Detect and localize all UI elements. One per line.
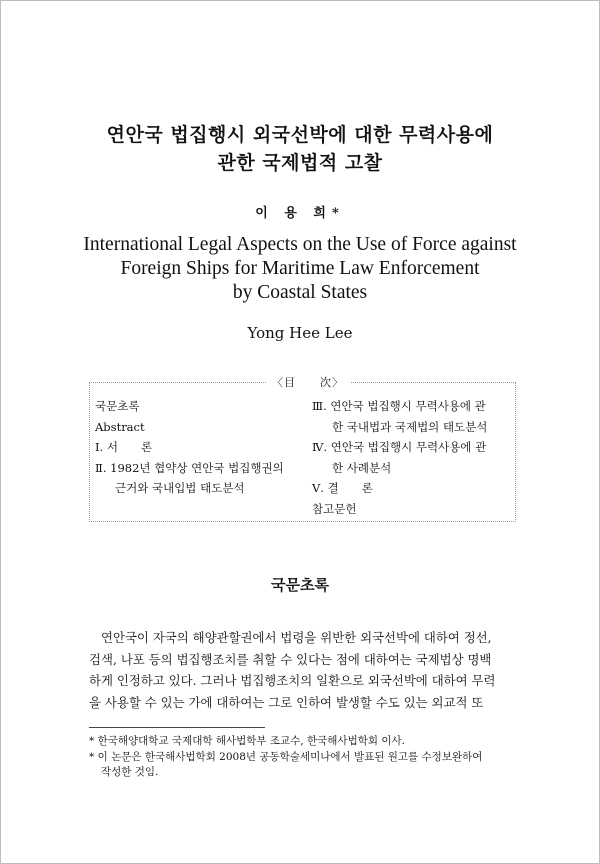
body-line: 연안국이 자국의 해양관할권에서 법령을 위반한 외국선박에 대하여 정선,	[101, 630, 492, 645]
body-line: 검색, 나포 등의 법집행조치를 취할 수 있다는 점에 대하여는 국제법상 명백	[89, 651, 492, 667]
english-title-line-3: by Coastal States	[232, 282, 368, 303]
toc-item: Abstract	[95, 419, 145, 434]
footnote-continuation: 작성한 것임.	[101, 766, 159, 778]
toc-item: 근거와 국내입법 태도분석	[115, 481, 245, 495]
toc-item: 참고문헌	[312, 501, 357, 516]
toc-item: 한 국내법과 국제법의 태도분석	[332, 419, 488, 434]
english-author: Yong Hee Lee	[247, 324, 353, 342]
toc-item: Ⅴ. 결 론	[312, 481, 373, 495]
korean-title-line-1: 연안국 법집행시 외국선박에 대한 무력사용에	[106, 124, 494, 146]
toc-left-column	[95, 396, 310, 499]
toc-right-column	[312, 396, 517, 519]
toc-heading: 〈目 次〉	[266, 374, 350, 390]
korean-author: 이 용 희*	[255, 206, 345, 221]
footnote: * 이 논문은 한국해사법학회 2008년 공동학술세미나에서 발표된 원고를 수정보완하여	[89, 750, 483, 763]
toc-item: Ⅳ. 연안국 법집행시 무력사용에 관	[312, 440, 487, 454]
english-title-line-2: Foreign Ships for Maritime Law Enforcement	[120, 258, 480, 279]
footnotes	[89, 734, 519, 781]
toc-item: Ⅱ. 1982년 협약상 연안국 법집행권의	[95, 460, 284, 475]
body-line: 을 사용할 수 있는 가에 대하여는 그로 인하여 발생할 수도 있는 외교적 또	[89, 694, 484, 710]
abstract-heading: 국문초록	[271, 576, 329, 594]
toc-item: Ⅰ. 서 론	[95, 440, 153, 454]
english-title-line-1: International Legal Aspects on the Use of Force against	[83, 234, 517, 255]
korean-title-line-2: 관한 국제법적 고찰	[217, 152, 383, 174]
toc-item: Ⅲ. 연안국 법집행시 무력사용에 관	[312, 399, 486, 413]
footnote: * 한국해양대학교 국제대학 해사법학부 조교수, 한국해사법학회 이사.	[89, 735, 405, 747]
footnote-divider	[89, 727, 265, 728]
toc-item: 국문초록	[95, 399, 140, 413]
body-line: 하게 인정하고 있다. 그러나 법집행조치의 일환으로 외국선박에 대하여 무력	[89, 673, 496, 688]
abstract-body	[89, 627, 514, 713]
toc-item: 한 사례분석	[332, 460, 392, 475]
